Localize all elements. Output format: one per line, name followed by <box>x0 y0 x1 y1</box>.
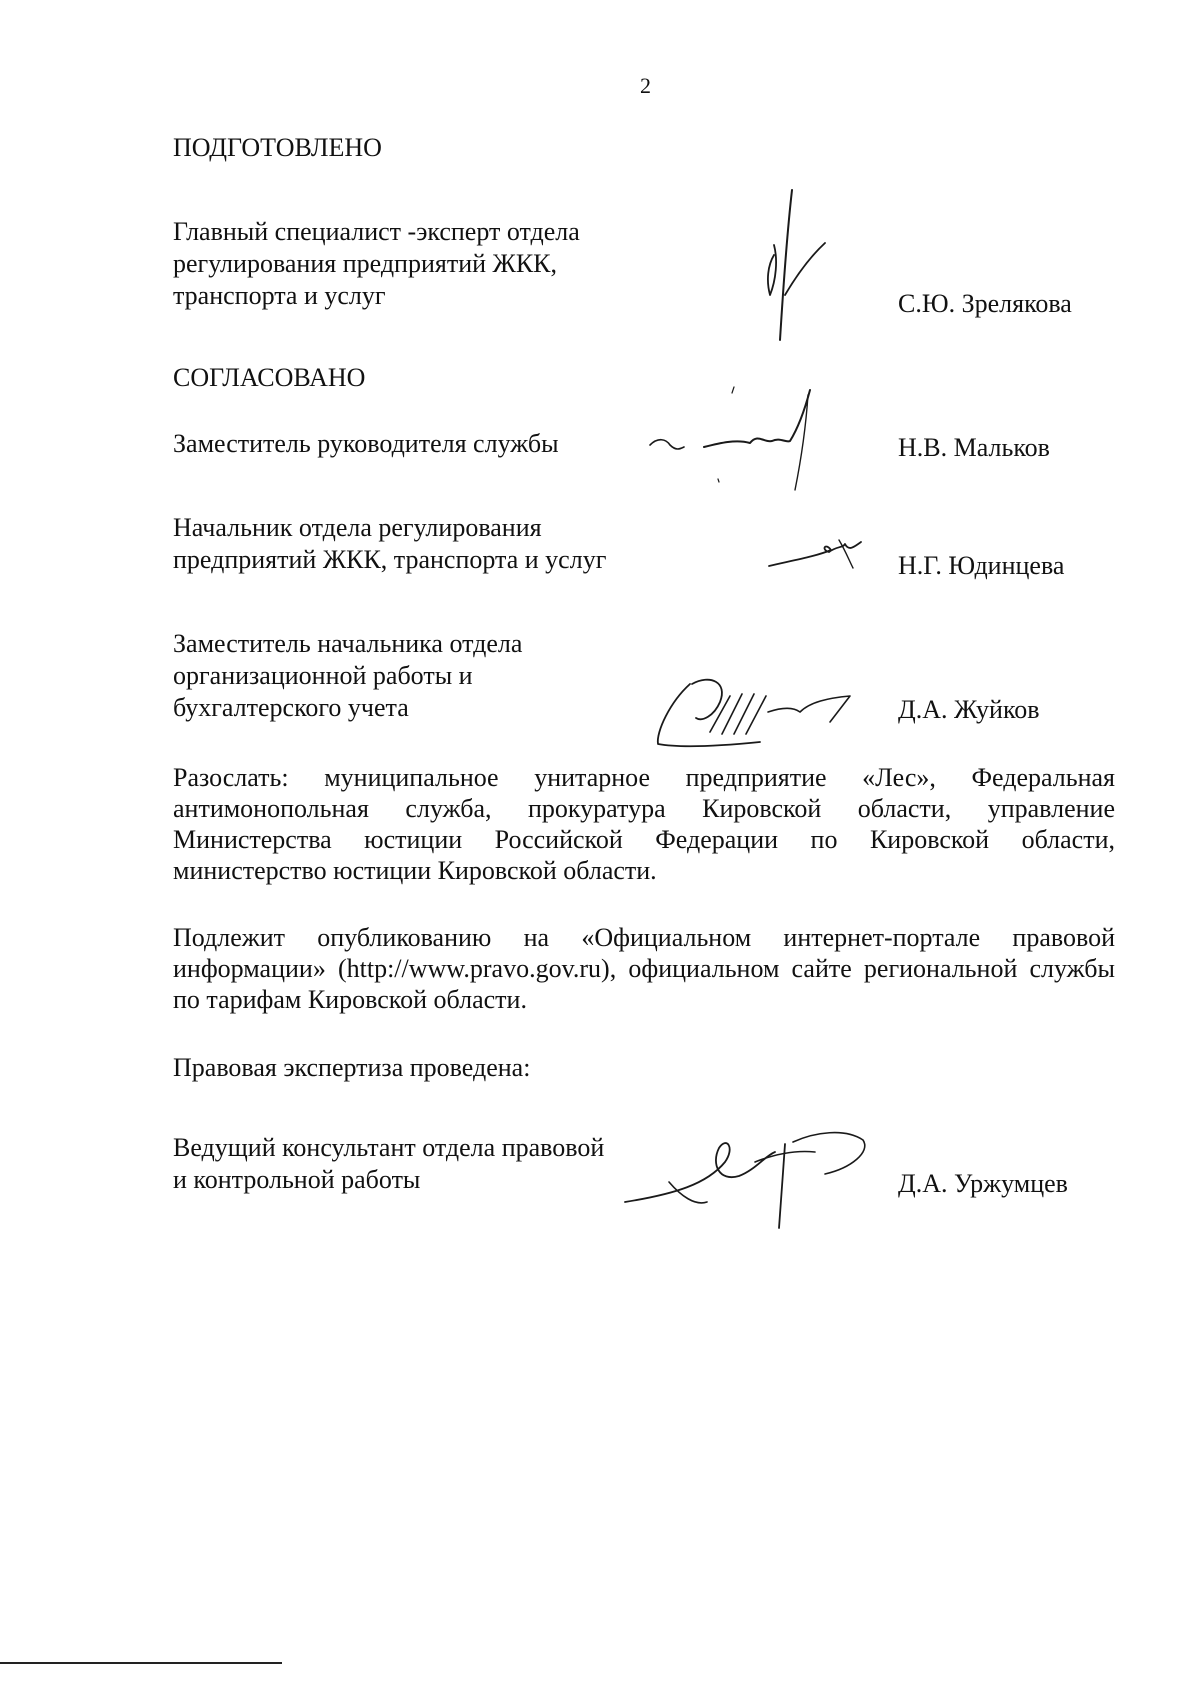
position-line: предприятий ЖКК, транспорта и услуг <box>173 545 607 574</box>
signature-yudintseva <box>765 530 875 575</box>
signature-zhuikov <box>650 672 875 752</box>
legal-review-position <box>173 1132 604 1196</box>
position-line: Главный специалист -эксперт отдела <box>173 217 580 246</box>
signatory-3-position <box>173 628 522 724</box>
position-line: Начальник отдела регулирования <box>173 513 542 542</box>
footnote-divider <box>0 1662 282 1664</box>
signatory-2-position <box>173 512 606 576</box>
position-line: Ведущий консультант отдела правовой <box>173 1133 605 1162</box>
prepared-name: С.Ю. Зрелякова <box>898 289 1072 318</box>
signatory-1-position <box>173 428 559 460</box>
publication-paragraph: Подлежит опубликованию на «Официальном интернет-портале правовой информации» (http://www.pravo.gov.ru), официальном сайте региональной службы по тарифам Кировской области. <box>173 923 1115 1014</box>
page-number: 2 <box>640 73 651 98</box>
signatory-1-name: Н.В. Мальков <box>898 433 1050 462</box>
signature-malkov <box>640 385 850 525</box>
signatory-3-name: Д.А. Жуйков <box>898 695 1040 724</box>
position-line: Заместитель начальника отдела <box>173 629 523 658</box>
position-line: и контрольной работы <box>173 1165 421 1194</box>
position-line: организационной работы и <box>173 661 473 690</box>
position-line: Заместитель руководителя службы <box>173 429 559 458</box>
prepared-heading: ПОДГОТОВЛЕНО <box>173 133 382 162</box>
position-line: регулирования предприятий ЖКК, <box>173 249 558 278</box>
distribution-paragraph: Разослать: муниципальное унитарное предприятие «Лес», Федеральная антимонопольная служба, прокуратура Кировской области, управление Министерства юстиции Российской Федерации по Кировской области, министерство юстиции Кировской области. <box>173 763 1115 885</box>
agreed-heading: СОГЛАСОВАНО <box>173 363 366 392</box>
position-line: транспорта и услуг <box>173 281 386 310</box>
position-line: бухгалтерского учета <box>173 693 409 722</box>
legal-review-heading: Правовая экспертиза проведена: <box>173 1053 531 1082</box>
signature-urzhumtsev <box>615 1112 875 1232</box>
prepared-position <box>173 216 580 312</box>
legal-review-name: Д.А. Уржумцев <box>898 1169 1068 1198</box>
signatory-2-name: Н.Г. Юдинцева <box>898 551 1065 580</box>
signature-zrelyakova <box>740 185 830 345</box>
